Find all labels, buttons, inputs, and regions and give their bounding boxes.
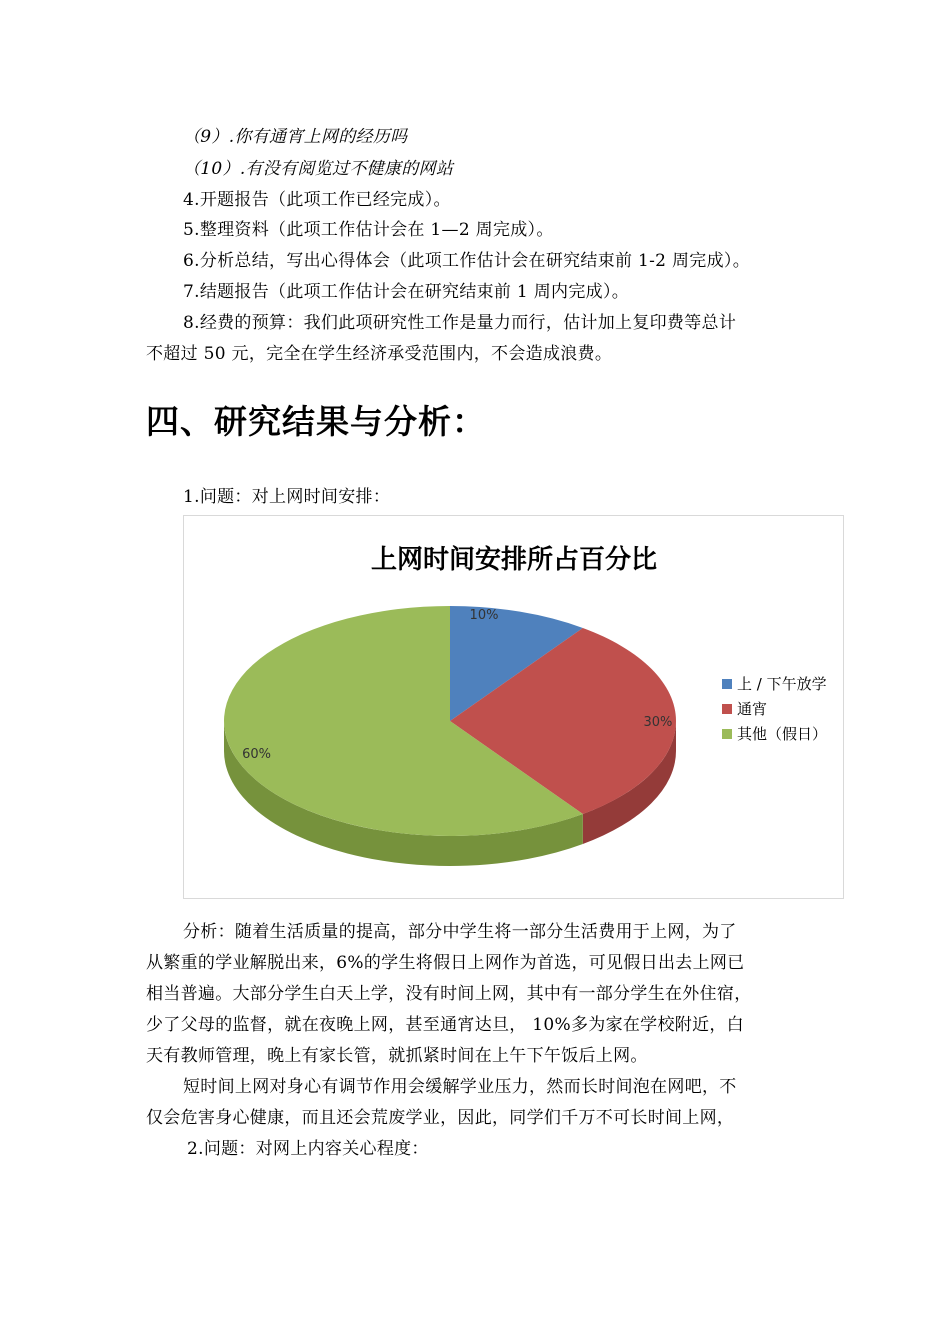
plan-item-8-cont: 不超过 50 元，完全在学生经济承受范围内，不会造成浪费。 <box>146 344 613 364</box>
legend-label-2: 其他（假日） <box>737 725 828 743</box>
analysis-line-1: 分析：随着生活质量的提高，部分中学生将一部分生活费用于上网，为了 <box>183 922 737 942</box>
plan-item-5: 5.整理资料（此项工作估计会在 1—2 周完成）。 <box>183 220 554 240</box>
analysis-line-6: 短时间上网对身心有调节作用会缓解学业压力，然而长时间泡在网吧，不 <box>183 1077 737 1097</box>
analysis-line-3: 相当普遍。大部分学生白天上学，没有时间上网，其中有一部分学生在外住宿， <box>146 984 752 1004</box>
plan-item-6: 6.分析总结，写出心得体会（此项工作估计会在研究结束前 1-2 周完成）。 <box>183 251 751 271</box>
pie-slices <box>224 606 676 866</box>
pie-chart-svg <box>184 516 845 900</box>
question-1: 1.问题：对上网时间安排： <box>183 487 391 507</box>
legend-swatch-0 <box>722 679 732 689</box>
legend-label-1: 通宵 <box>737 700 768 718</box>
legend-item-2 <box>722 725 827 743</box>
analysis-line-5: 天有教师管理，晚上有家长管，就抓紧时间在上午下午饭后上网。 <box>146 1046 648 1066</box>
analysis-line-7: 仅会危害身心健康，而且还会荒废学业，因此，同学们千万不可长时间上网， <box>146 1108 735 1128</box>
legend-item-1 <box>722 700 767 718</box>
section-heading: 四、研究结果与分析： <box>146 402 486 441</box>
legend-item-0 <box>722 675 827 693</box>
slice-label-1: 30% <box>643 715 673 730</box>
plan-item-7: 7.结题报告（此项工作估计会在研究结束前 1 周内完成）。 <box>183 282 630 302</box>
list-item-10: （10）.有没有阅览过不健康的网站 <box>183 159 454 179</box>
analysis-line-4: 少了父母的监督，就在夜晚上网，甚至通宵达旦， 10%多为家在学校附近，白 <box>146 1015 744 1035</box>
analysis-line-2: 从繁重的学业解脱出来，6%的学生将假日上网作为首选，可见假日出去上网已 <box>146 953 745 973</box>
legend-label-0: 上 / 下午放学 <box>737 675 827 693</box>
chart-legend <box>722 675 827 743</box>
slice-label-2: 60% <box>242 746 272 762</box>
chart-title: 上网时间安排所占百分比 <box>370 545 658 575</box>
slice-label-0: 10% <box>469 608 499 623</box>
plan-item-8: 8.经费的预算：我们此项研究性工作是量力而行，估计加上复印费等总计 <box>183 313 737 333</box>
legend-swatch-1 <box>722 704 732 714</box>
legend-swatch-2 <box>722 729 732 739</box>
list-item-9: （9）.你有通宵上网的经历吗 <box>183 127 408 147</box>
question-2: 2.问题：对网上内容关心程度： <box>187 1139 429 1159</box>
plan-item-4: 4.开题报告（此项工作已经完成）。 <box>183 190 451 210</box>
pie-chart <box>183 515 844 899</box>
